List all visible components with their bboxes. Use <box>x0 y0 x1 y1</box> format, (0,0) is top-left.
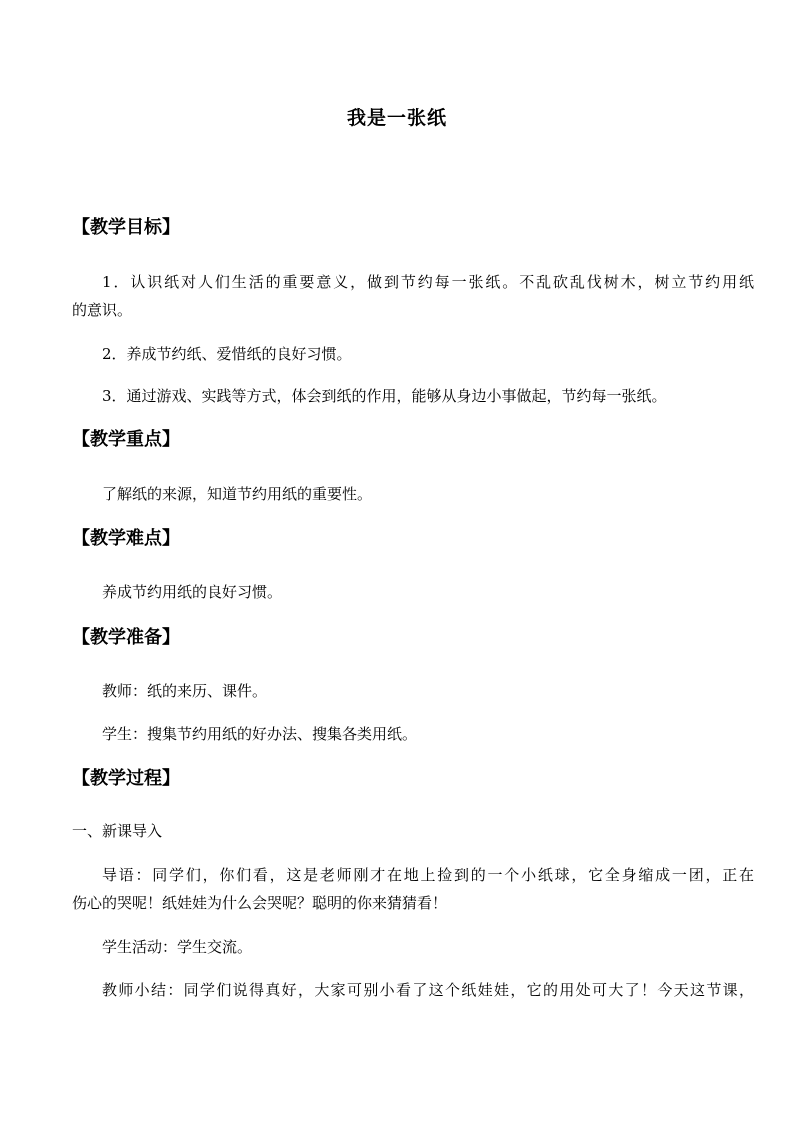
heading-preparation: 【教学准备】 <box>72 627 180 648</box>
process-intro-line-1: 导语：同学们，你们看，这是老师刚才在地上捡到的一个小纸球，它全身缩成一团，正在 <box>102 866 754 884</box>
preparation-student: 学生：搜集节约用纸的好办法、搜集各类用纸。 <box>102 725 418 743</box>
process-part1-title: 一、新课导入 <box>72 822 163 840</box>
goal-item-1-line-1: 1．认识纸对人们生活的重要意义，做到节约每一张纸。不乱砍乱伐树木，树立节约用纸 <box>102 273 754 291</box>
heading-difficulties: 【教学难点】 <box>72 528 180 549</box>
difficulties-text: 养成节约用纸的良好习惯。 <box>102 583 283 601</box>
goal-item-3: 3．通过游戏、实践等方式，体会到纸的作用，能够从身边小事做起，节约每一张纸。 <box>102 387 667 405</box>
process-intro-line-2: 伤心的哭呢！纸娃娃为什么会哭呢？聪明的你来猜猜看！ <box>72 894 448 912</box>
heading-process: 【教学过程】 <box>72 768 180 789</box>
goal-item-2: 2．养成节约纸、爱惜纸的良好习惯。 <box>102 345 352 363</box>
process-summary-line-1: 教师小结：同学们说得真好，大家可别小看了这个纸娃娃，它的用处可大了！今天这节课， <box>102 981 754 999</box>
key-points-text: 了解纸的来源，知道节约用纸的重要性。 <box>102 485 373 503</box>
heading-goals: 【教学目标】 <box>72 217 180 238</box>
heading-key-points: 【教学重点】 <box>72 429 180 450</box>
goal-item-1-line-2: 的意识。 <box>72 301 133 319</box>
preparation-teacher: 教师：纸的来历、课件。 <box>102 682 268 700</box>
process-activity: 学生活动：学生交流。 <box>102 938 253 956</box>
document-title: 我是一张纸 <box>346 107 447 129</box>
